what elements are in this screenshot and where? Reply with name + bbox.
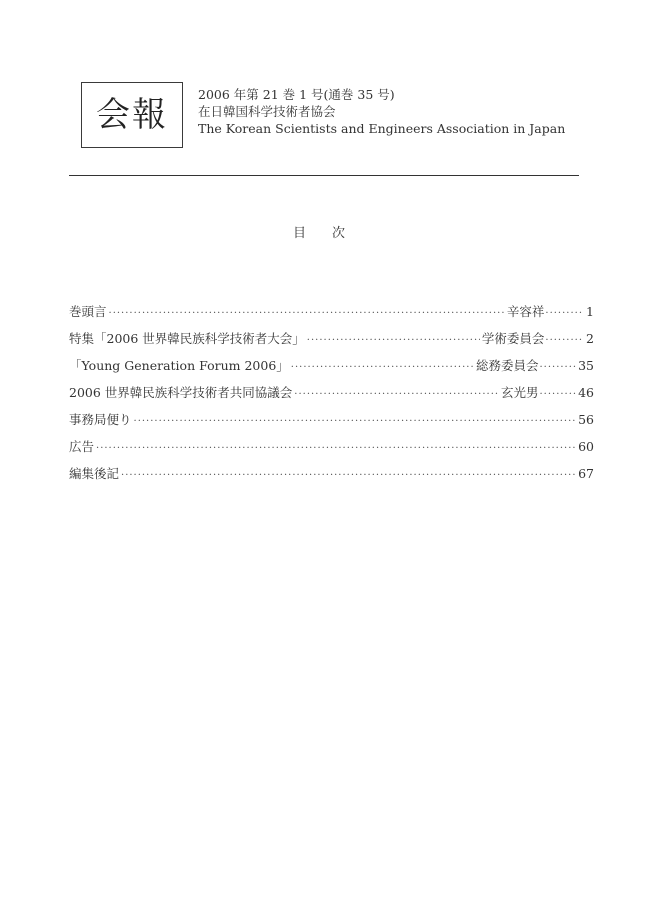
toc-entry-title: 事務局便り xyxy=(69,412,132,427)
toc-entry[interactable] xyxy=(69,464,594,491)
issue-info xyxy=(198,86,565,137)
toc-entry[interactable] xyxy=(69,302,594,329)
toc-entry[interactable] xyxy=(69,356,594,383)
toc-entry-author: 学術委員会 xyxy=(481,331,545,346)
toc-entry-page: 46 xyxy=(578,385,594,400)
toc-entry-page: 67 xyxy=(578,466,594,481)
toc-entry-author: 玄光男 xyxy=(500,385,539,400)
dot-leader xyxy=(539,389,577,400)
toc-entry-author: 辛容祥 xyxy=(506,304,545,319)
issue-line: 2006 年第 21 巻 1 号(通巻 35 号) xyxy=(198,87,395,102)
dot-leader xyxy=(545,335,583,346)
dot-leader xyxy=(109,308,505,319)
dot-leader xyxy=(291,362,474,373)
header-divider xyxy=(69,175,579,176)
toc-entry[interactable] xyxy=(69,410,594,437)
masthead-box xyxy=(81,82,183,148)
org-name-jp: 在日韓国科学技術者協会 xyxy=(198,104,336,119)
toc-heading: 目次 xyxy=(292,226,371,241)
toc-entry-title: 巻頭言 xyxy=(69,304,107,319)
dot-leader xyxy=(121,470,576,481)
toc-entry[interactable] xyxy=(69,437,594,464)
toc-entry[interactable] xyxy=(69,383,594,410)
toc-entry-title: 編集後記 xyxy=(69,466,120,481)
dot-leader xyxy=(96,443,576,454)
org-name-en: The Korean Scientists and Engineers Association in Japan xyxy=(198,121,566,136)
toc-entry[interactable] xyxy=(69,329,594,356)
toc-entry-page: 56 xyxy=(578,412,594,427)
toc-entry-title: 特集「2006 世界韓民族科学技術者大会」 xyxy=(69,331,305,346)
toc-entry-title: 広告 xyxy=(69,439,95,454)
dot-leader xyxy=(294,389,499,400)
toc-entry-page: 1 xyxy=(586,304,594,319)
dot-leader xyxy=(539,362,577,373)
toc-entry-title: 2006 世界韓民族科学技術者共同協議会 xyxy=(69,385,293,400)
toc-entry-page: 2 xyxy=(586,331,594,346)
dot-leader xyxy=(545,308,583,319)
toc-entry-title: 「Young Generation Forum 2006」 xyxy=(69,358,289,373)
table-of-contents xyxy=(69,302,594,491)
toc-entry-author: 総務委員会 xyxy=(475,358,539,373)
toc-entry-page: 60 xyxy=(578,439,594,454)
toc-entry-page: 35 xyxy=(578,358,594,373)
dot-leader xyxy=(134,416,577,427)
dot-leader xyxy=(307,335,480,346)
masthead-title: 会報 xyxy=(96,95,168,135)
